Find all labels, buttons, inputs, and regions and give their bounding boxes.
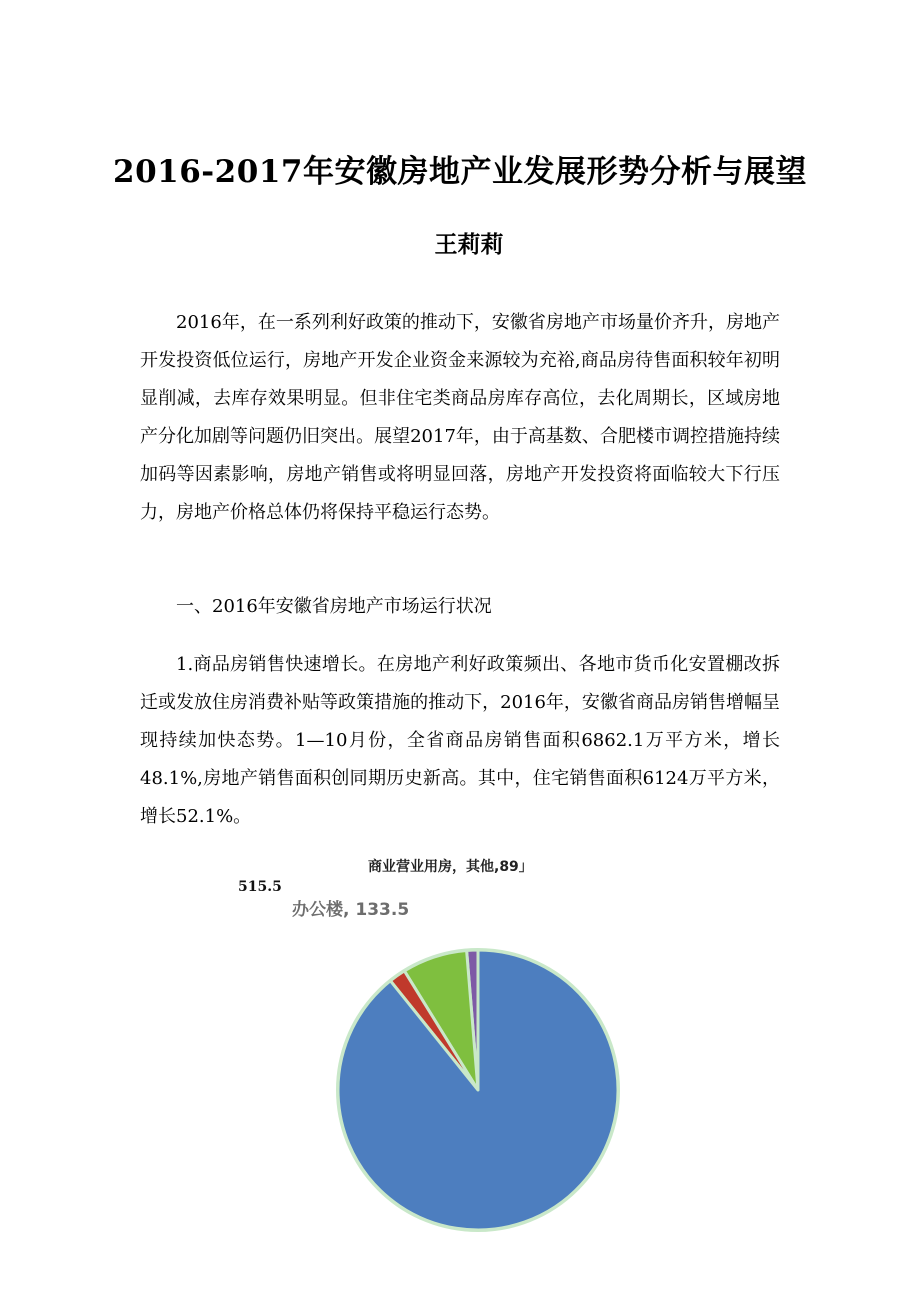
- pie-slices-group: [337, 949, 619, 1231]
- pie-chart-svg: [180, 845, 740, 1285]
- chart-office-label: 办公楼, 133.5: [292, 900, 410, 920]
- intro-paragraph: 2016年，在一系列利好政策的推动下，安徽省房地产市场量价齐升，房地产开发投资低位运行，房地产开发企业资金来源较为充裕,商品房待售面积较年初明显削减，去库存效果明显。但非住宅类商品房库存高位，去化周期长，区域房地产分化加剧等问题仍旧突出。展望2017年，由于高基数、合肥楼市调控措施持续加码等因素影响，房地产销售或将明显回落，房地产开发投资将面临较大下行压力，房地产价格总体仍将保持平稳运行态势。: [140, 312, 780, 523]
- document-title: 2016-2017年安徽房地产业发展形势分析与展望: [113, 154, 807, 190]
- chart-left-value-label: 515.5: [238, 879, 282, 895]
- chart-top-label: 商业营业用房，其他,89」: [368, 859, 533, 875]
- author-name: 王莉莉: [434, 232, 504, 258]
- sales-area-pie-chart: [180, 845, 740, 1285]
- section-heading: 一、2016年安徽省房地产市场运行状况: [176, 596, 492, 617]
- sales-paragraph: 1.商品房销售快速增长。在房地产利好政策频出、各地市货币化安置棚改拆迁或发放住房消费补贴等政策措施的推动下，2016年，安徽省商品房销售增幅呈现持续加快态势。1—10月份，全省商品房销售面积6862.1万平方米，增长48.1%,房地产销售面积创同期历史新高。其中，住宅销售面积6124万平方米，增长52.1%。: [140, 654, 780, 827]
- pie-slice-住宅: [338, 950, 618, 1230]
